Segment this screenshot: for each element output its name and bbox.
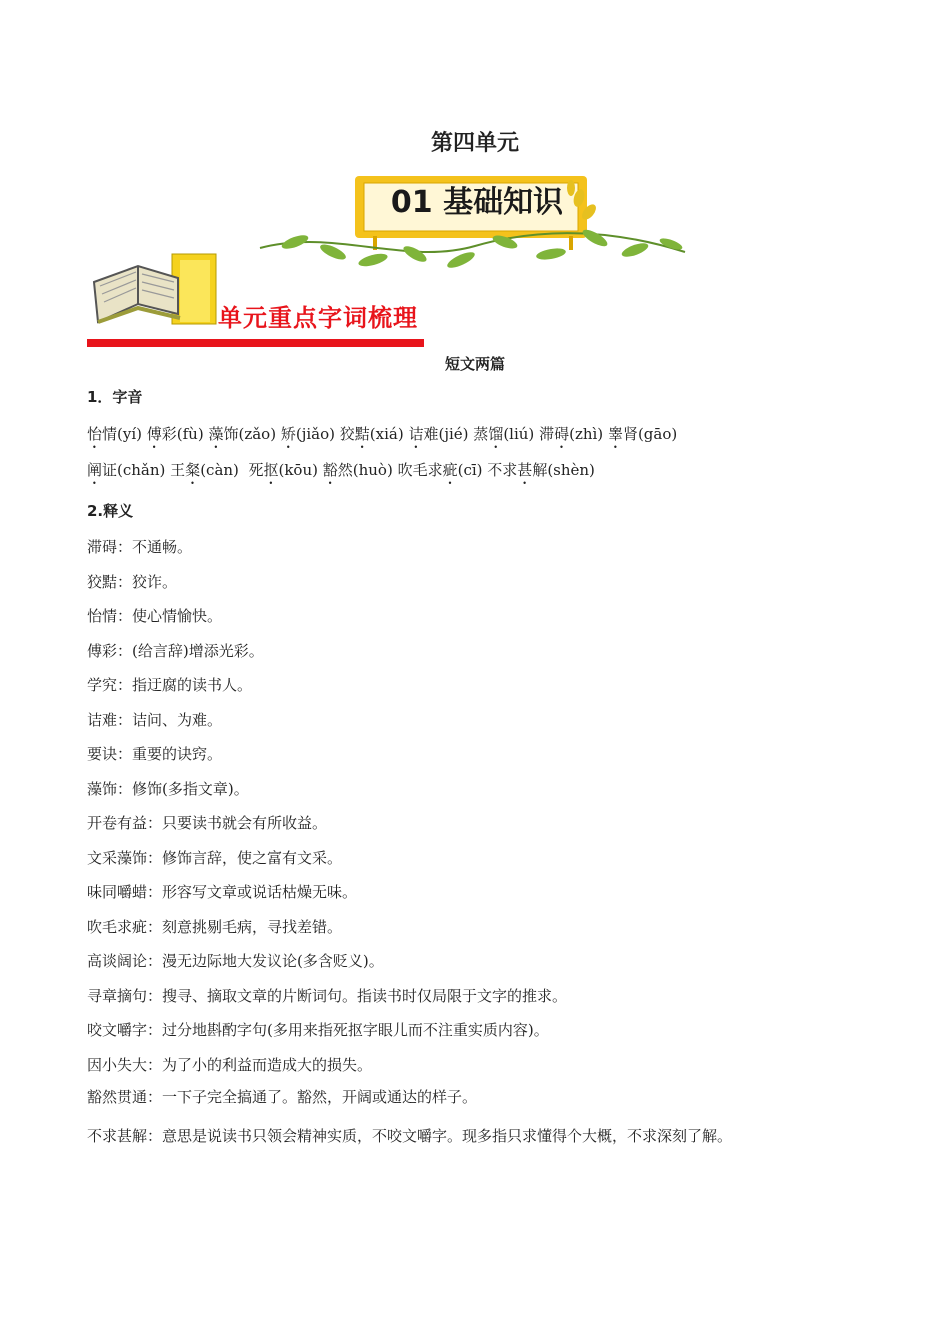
pronunciation-entry: 诘难(jié): [408, 425, 474, 443]
book-icon: [90, 252, 225, 332]
definition-item: 滞碍：不通畅。: [87, 538, 193, 556]
section-banner: [255, 168, 695, 278]
pronunciation-entry: 吹毛求疵(cī): [397, 461, 488, 479]
emphasized-character: 阐: [87, 461, 103, 479]
pronunciation-entry: 蒸馏(liú): [473, 425, 540, 443]
definition-item: 文采藻饰：修饰言辞，使之富有文采。: [87, 848, 343, 867]
definition-item: 傅彩：(给言辞)增添光彩。: [87, 641, 264, 660]
emphasized-character: 碍: [554, 425, 570, 443]
emphasized-character: 矫: [280, 425, 296, 443]
pronunciation-entry: 睾肾(gāo): [607, 425, 678, 443]
pronunciation-heading: 1．字音: [87, 388, 143, 406]
definition-item: 不求甚解：意思是说读书只领会精神实质，不咬文嚼字。现多指只求懂得个大概，不求深刻了解。: [87, 1126, 733, 1145]
definition-item: 狡黠：狡诈。: [87, 572, 178, 591]
definition-item: 豁然贯通：一下子完全搞通了。豁然，开阔或通达的样子。: [87, 1087, 478, 1106]
definition-item: 怡情：使心情愉快。: [87, 607, 223, 625]
definition-item: 诘难：诘问、为难。: [87, 710, 223, 729]
emphasized-character: 傅: [146, 425, 162, 443]
pronunciation-entry: 怡情(yí): [87, 425, 147, 443]
definition-item: 学究：指迂腐的读书人。: [87, 676, 253, 694]
section-divider: [87, 339, 424, 347]
definition-item: 高谈阔论：漫无边际地大发议论(多含贬义)。: [87, 952, 384, 970]
definition-item: 咬文嚼字：过分地斟酌字句(多用来指死抠字眼儿而不注重实质内容)。: [87, 1021, 549, 1039]
pronunciation-entry: 王粲(càn): [170, 461, 249, 479]
definition-item: 藻饰：修饰(多指文章)。: [87, 779, 249, 798]
emphasized-character: 抠: [263, 461, 279, 479]
main-content: [87, 386, 917, 1145]
definitions-list: [87, 536, 917, 1147]
definition-item: 吹毛求疵：刻意挑剔毛病，寻找差错。: [87, 917, 343, 936]
pronunciation-entry: 傅彩(fù): [146, 425, 209, 443]
pronunciation-entry: 矫(jiǎo): [280, 425, 340, 443]
emphasized-character: 豁: [322, 461, 338, 479]
emphasized-character: 怡: [87, 425, 103, 443]
pronunciation-line: [87, 416, 917, 452]
emphasized-character: 疵: [442, 461, 458, 479]
pronunciation-entry: 死抠(kōu): [248, 461, 323, 479]
emphasized-character: 馏: [488, 425, 504, 443]
pronunciation-line: [87, 452, 917, 488]
definition-item: 味同嚼蜡：形容写文章或说话枯燥无味。: [87, 883, 358, 901]
section-heading: 单元重点字词梳理: [218, 304, 418, 332]
emphasized-character: 睾: [607, 425, 623, 443]
definition-item: 开卷有益：只要读书就会有所收益。: [87, 814, 328, 832]
banner-title: 01 基础知识: [390, 185, 564, 220]
emphasized-character: 甚: [517, 461, 533, 479]
pronunciation-entry: 阐证(chǎn): [87, 461, 171, 479]
lesson-subtitle: 短文两篇: [444, 355, 505, 373]
definition-item: 要诀：重要的诀窍。: [87, 745, 223, 763]
definition-item: 因小失大：为了小的利益而造成大的损失。: [87, 1055, 373, 1074]
emphasized-character: 藻: [208, 425, 224, 443]
definitions-heading: 2.释义: [87, 502, 134, 520]
emphasized-character: 诘: [408, 425, 424, 443]
emphasized-character: 黠: [354, 425, 370, 443]
pronunciation-entry: 豁然(huò): [322, 461, 398, 479]
pronunciation-entry: 狡黠(xiá): [339, 425, 409, 443]
definition-item: 寻章摘句：搜寻、摘取文章的片断词句。指读书时仅局限于文字的推求。: [87, 986, 568, 1005]
page-title: 第四单元: [430, 131, 519, 156]
pronunciation-entry: 藻饰(zǎo): [208, 425, 281, 443]
pronunciation-entry: 滞碍(zhì): [539, 425, 608, 443]
pronunciation-entry: 不求甚解(shèn): [487, 461, 595, 479]
emphasized-character: 粲: [185, 461, 201, 479]
